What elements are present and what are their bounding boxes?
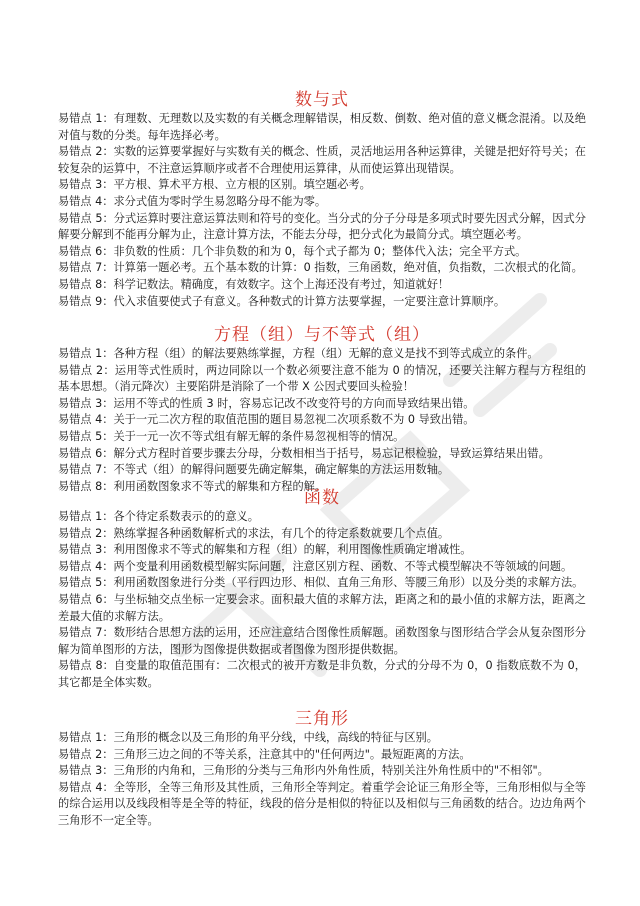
item-text: 各个待定系数表示的的意义。 <box>113 510 259 523</box>
item-label: 易错点 8： <box>58 659 114 673</box>
item-label: 易错点 6： <box>58 244 114 258</box>
item-text: 运用等式性质时，两边同除以一个数必须要注意不能为 0 的情况，还要关注解方程与方程组的基本思想。（消元降次）主要陷阱是消除了一个带 X 公因式要回头检验！ <box>58 363 586 394</box>
item-text: 熟练掌握各种函数解析式的求法，有几个的待定系数就要几个点值。 <box>113 526 450 540</box>
item-label: 易错点 4： <box>58 413 114 427</box>
item-text: 各种方程（组）的解法要熟练掌握，方程（组）无解的意义是找不到等式成立的条件。 <box>113 347 539 360</box>
item-text: 与坐标轴交点坐标一定要会求。面积最大值的求解方法，距离之和的最小值的求解方法，距离之差最大值的求解方法。 <box>58 592 586 623</box>
list-item <box>58 747 586 764</box>
item-label: 易错点 8： <box>58 277 114 291</box>
item-label: 易错点 5： <box>58 576 114 590</box>
item-label: 易错点 3： <box>58 764 114 778</box>
list-item <box>58 763 586 780</box>
section-functions <box>58 487 586 692</box>
item-label: 易错点 1： <box>58 347 114 360</box>
section-title: 方程（组）与不等式（组） <box>214 325 430 345</box>
list-item <box>58 658 586 691</box>
list-item <box>58 559 586 576</box>
list-item <box>58 592 586 625</box>
item-label: 易错点 9： <box>58 294 114 308</box>
list-item <box>58 111 586 144</box>
list-item <box>58 244 586 261</box>
section-title: 函数 <box>304 488 340 508</box>
item-label: 易错点 1： <box>58 731 114 744</box>
item-text: 关于一元二次方程的取值范围的题目易忽视二次项系数不为 0 导致出错。 <box>113 413 475 427</box>
list-item <box>58 194 586 211</box>
list-item <box>58 177 586 194</box>
item-text: 不等式（组）的解得问题要先确定解集，确定解集的方法运用数轴。 <box>113 463 450 477</box>
list-item <box>58 396 586 413</box>
list-item <box>58 260 586 277</box>
item-label: 易错点 6： <box>58 446 114 460</box>
list-item <box>58 625 586 658</box>
list-item <box>58 542 586 559</box>
item-label: 易错点 5： <box>58 429 114 443</box>
list-item <box>58 429 586 446</box>
item-label: 易错点 6： <box>58 592 114 606</box>
item-text: 三角形三边之间的不等关系，注意其中的"任何两边"。最短距离的方法。 <box>113 747 471 761</box>
list-item <box>58 277 586 294</box>
item-text: 关于一元一次不等式组有解无解的条件易忽视相等的情况。 <box>113 429 405 443</box>
item-label: 易错点 2： <box>58 526 114 540</box>
item-text: 计算第一题必考。五个基本数的计算：0 指数，三角函数，绝对值，负指数，二次根式的化简。 <box>113 261 583 275</box>
item-text: 非负数的性质：几个非负数的和为 0，每个式子都为 0；整体代入法；完全平方式。 <box>113 244 527 258</box>
item-text: 运用不等式的性质 3 时，容易忘记改不改变符号的方向而导致结果出错。 <box>113 396 475 410</box>
list-item <box>58 462 586 479</box>
item-label: 易错点 8： <box>58 479 114 493</box>
item-text: 求分式值为零时学生易忽略分母不能为零。 <box>113 194 327 208</box>
item-label: 易错点 7： <box>58 626 114 640</box>
item-label: 易错点 4： <box>58 194 114 208</box>
list-item <box>58 446 586 463</box>
section-equations-and-inequalities <box>58 324 586 495</box>
item-text: 平方根、算术平方根、立方根的区别。填空题必考。 <box>113 178 371 192</box>
section-triangles <box>58 708 586 830</box>
item-label: 易错点 3： <box>58 396 114 410</box>
list-item <box>58 730 586 747</box>
item-label: 易错点 2： <box>58 363 115 377</box>
list-item <box>58 526 586 543</box>
item-label: 易错点 7： <box>58 463 114 477</box>
section-number-and-expression <box>58 89 586 310</box>
item-text: 科学记数法。精确度，有效数字。这个上海还没有考过，知道就好！ <box>113 277 450 291</box>
item-label: 易错点 4： <box>58 559 114 573</box>
item-text: 实数的运算要掌握好与实数有关的概念、性质，灵活地运用各种运算律，关键是把好符号关；在较复杂的运算中，不注意运算顺序或者不合理使用运算律，从而使运算出现错误。 <box>58 145 586 175</box>
item-text: 两个变量利用函数模型解实际问题，注意区别方程、函数、不等式模型解决不等领域的问题。 <box>113 559 573 573</box>
item-text: 三角形的概念以及三角形的角平分线，中线，高线的特征与区别。 <box>113 731 438 744</box>
item-text: 三角形的内角和，三角形的分类与三角形内外角性质，特别关注外角性质中的"不相邻"。 <box>113 764 549 778</box>
list-item <box>58 294 586 311</box>
item-text: 全等形，全等三角形及其性质，三角形全等判定。着重学会论证三角形全等，三角形相似与全等的综合运用以及线段相等是全等的特征，线段的倍分是相似的特征以及相似与三角函数的结合。边边角两个三角形不一定全等。 <box>58 780 586 827</box>
list-item <box>58 363 586 396</box>
item-label: 易错点 1： <box>58 510 114 523</box>
item-text: 自变量的取值范围有：二次根式的被开方数是非负数，分式的分母不为 0，0 指数底数不为 0，其它都是全体实数。 <box>58 659 586 689</box>
list-item <box>58 780 586 830</box>
item-text: 利用函数图象进行分类（平行四边形、相似、直角三角形、等腰三角形）以及分类的求解方法。 <box>113 576 584 590</box>
item-label: 易错点 2： <box>58 747 114 761</box>
item-text: 有理数、无理数以及实数的有关概念理解错误，相反数、倒数、绝对值的意义概念混淆。以及绝对值与数的分类。每年选择必考。 <box>58 112 586 142</box>
item-text: 利用函数图象求不等式的解集和方程的解。 <box>113 479 327 493</box>
item-label: 易错点 7： <box>58 261 114 275</box>
item-label: 易错点 2： <box>58 145 114 159</box>
list-item <box>58 144 586 177</box>
section-title: 数与式 <box>295 90 349 110</box>
item-text: 代入求值要使式子有意义。各种数式的计算方法要掌握，一定要注意计算顺序。 <box>113 294 506 308</box>
item-text: 分式运算时要注意运算法则和符号的变化。当分式的分子分母是多项式时要先因式分解，因式分解要分解到不能再分解为止，注意计算方法，不能去分母，把分式化为最简分式。填空题必考。 <box>58 211 586 242</box>
item-label: 易错点 4： <box>58 780 114 794</box>
section-title: 三角形 <box>295 709 349 729</box>
list-item <box>58 346 586 363</box>
item-label: 易错点 3： <box>58 543 114 557</box>
item-label: 易错点 5： <box>58 211 114 225</box>
item-label: 易错点 3： <box>58 178 114 192</box>
item-text: 数形结合思想方法的运用，还应注意结合图像性质解题。函数图象与图形结合学会从复杂图形分解为简单图形的方法，图形为图像提供数据或者图像为图形提供数据。 <box>58 626 586 656</box>
list-item <box>58 211 586 244</box>
list-item <box>58 575 586 592</box>
list-item <box>58 412 586 429</box>
list-item <box>58 509 586 526</box>
item-label: 易错点 1： <box>58 112 114 125</box>
item-text: 利用图像求不等式的解集和方程（组）的解，利用图像性质确定增减性。 <box>113 543 472 557</box>
item-text: 解分式方程时首要步骤去分母，分数相相当于括号，易忘记根检验，导致运算结果出错。 <box>113 446 550 460</box>
